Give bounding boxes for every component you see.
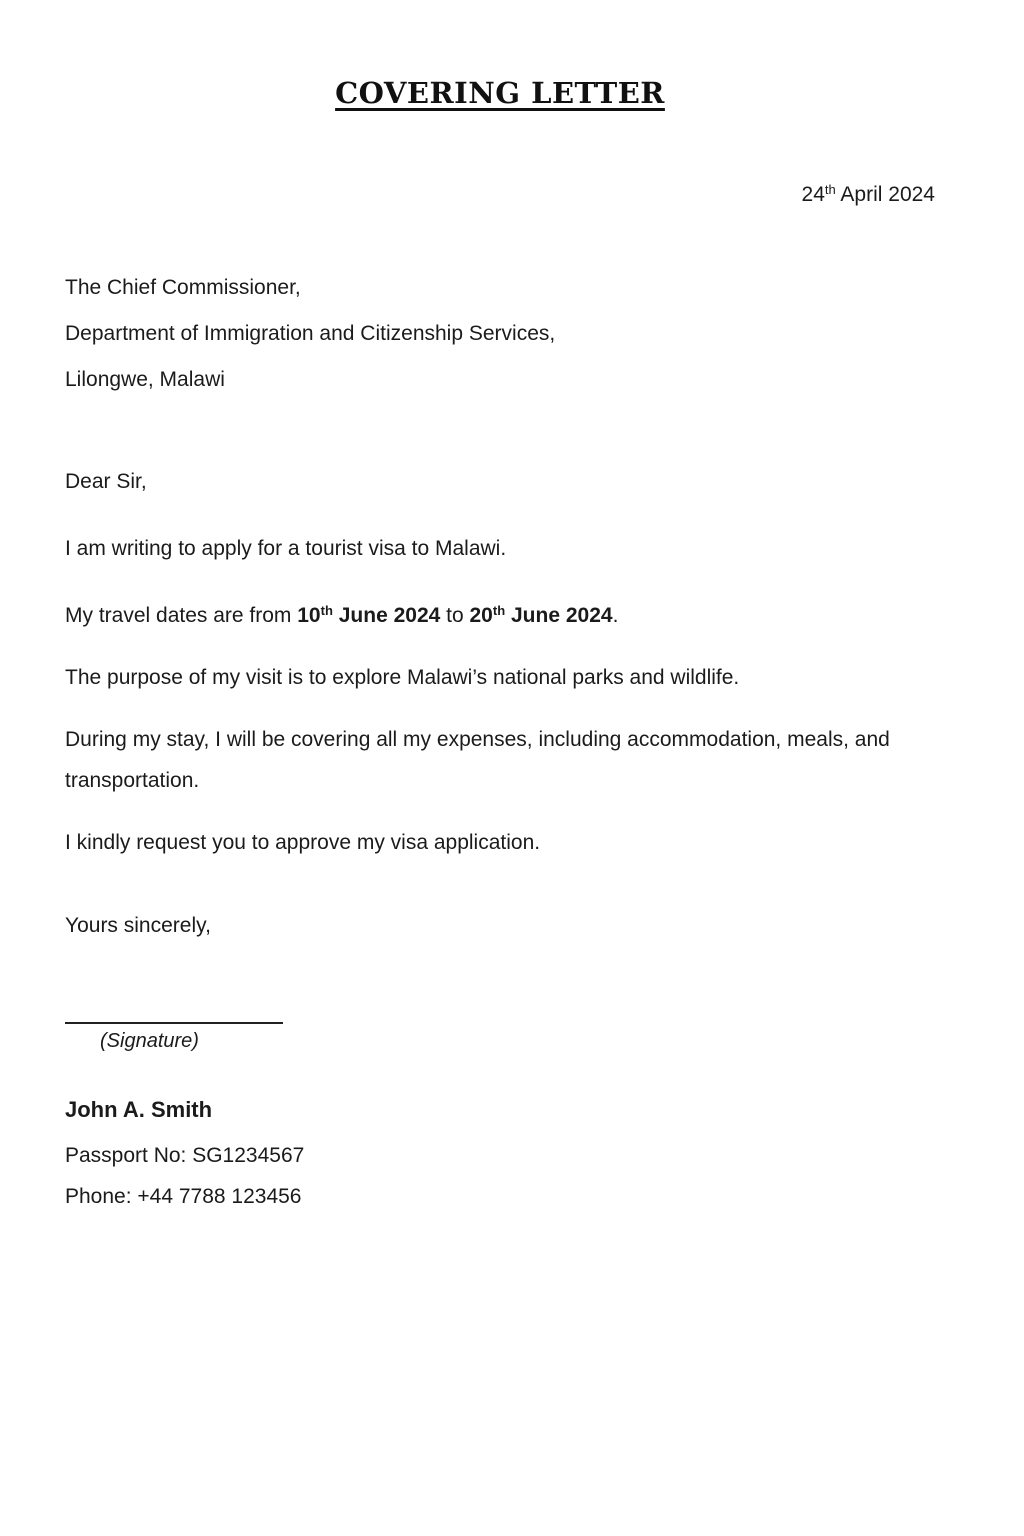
recipient-line: The Chief Commissioner, <box>65 276 301 299</box>
contact-block <box>65 1135 935 1217</box>
start-month-year: June 2024 <box>332 604 441 627</box>
travel-start-date <box>297 604 440 627</box>
recipient-line: Lilongwe, Malawi <box>65 368 225 391</box>
end-month-year: June 2024 <box>505 604 613 627</box>
letter-title: COVERING LETTER <box>335 76 665 110</box>
travel-end-date <box>470 604 613 627</box>
start-ordinal: th <box>320 603 333 618</box>
salutation: Dear Sir, <box>65 470 147 493</box>
passport-number: Passport No: SG1234567 <box>65 1144 305 1167</box>
sender-name: John A. Smith <box>65 1097 213 1122</box>
paragraph-expenses: During my stay, I will be covering all my expenses, including accommodation, meals, and transportation. <box>65 728 890 792</box>
paragraph-travel-dates <box>65 590 935 636</box>
date-month-year: April 2024 <box>835 183 935 206</box>
travel-dates-prefix: My travel dates are from <box>65 604 298 627</box>
closing: Yours sincerely, <box>65 914 211 937</box>
signature-block <box>65 1022 935 1053</box>
end-day: 20 <box>469 604 493 627</box>
letter-title-row <box>65 76 935 110</box>
recipient-line: Department of Immigration and Citizenship Services, <box>65 322 556 345</box>
start-day: 10 <box>297 604 321 627</box>
date-ordinal: th <box>824 182 836 197</box>
phone-number: Phone: +44 7788 123456 <box>65 1185 302 1208</box>
end-ordinal: th <box>492 603 506 618</box>
letter-date <box>65 182 935 207</box>
paragraph-intent: I am writing to apply for a tourist visa to Malawi. <box>65 537 507 560</box>
paragraph-purpose: The purpose of my visit is to explore Malawi’s national parks and wildlife. <box>65 666 740 689</box>
travel-dates-connector: to <box>440 604 470 627</box>
recipient-address-block <box>65 265 935 403</box>
travel-dates-suffix: . <box>612 604 619 627</box>
date-day: 24 <box>801 183 825 206</box>
signature-label: (Signature) <box>100 1030 199 1052</box>
paragraph-request: I kindly request you to approve my visa application. <box>65 831 541 854</box>
signature-line <box>65 1022 283 1024</box>
